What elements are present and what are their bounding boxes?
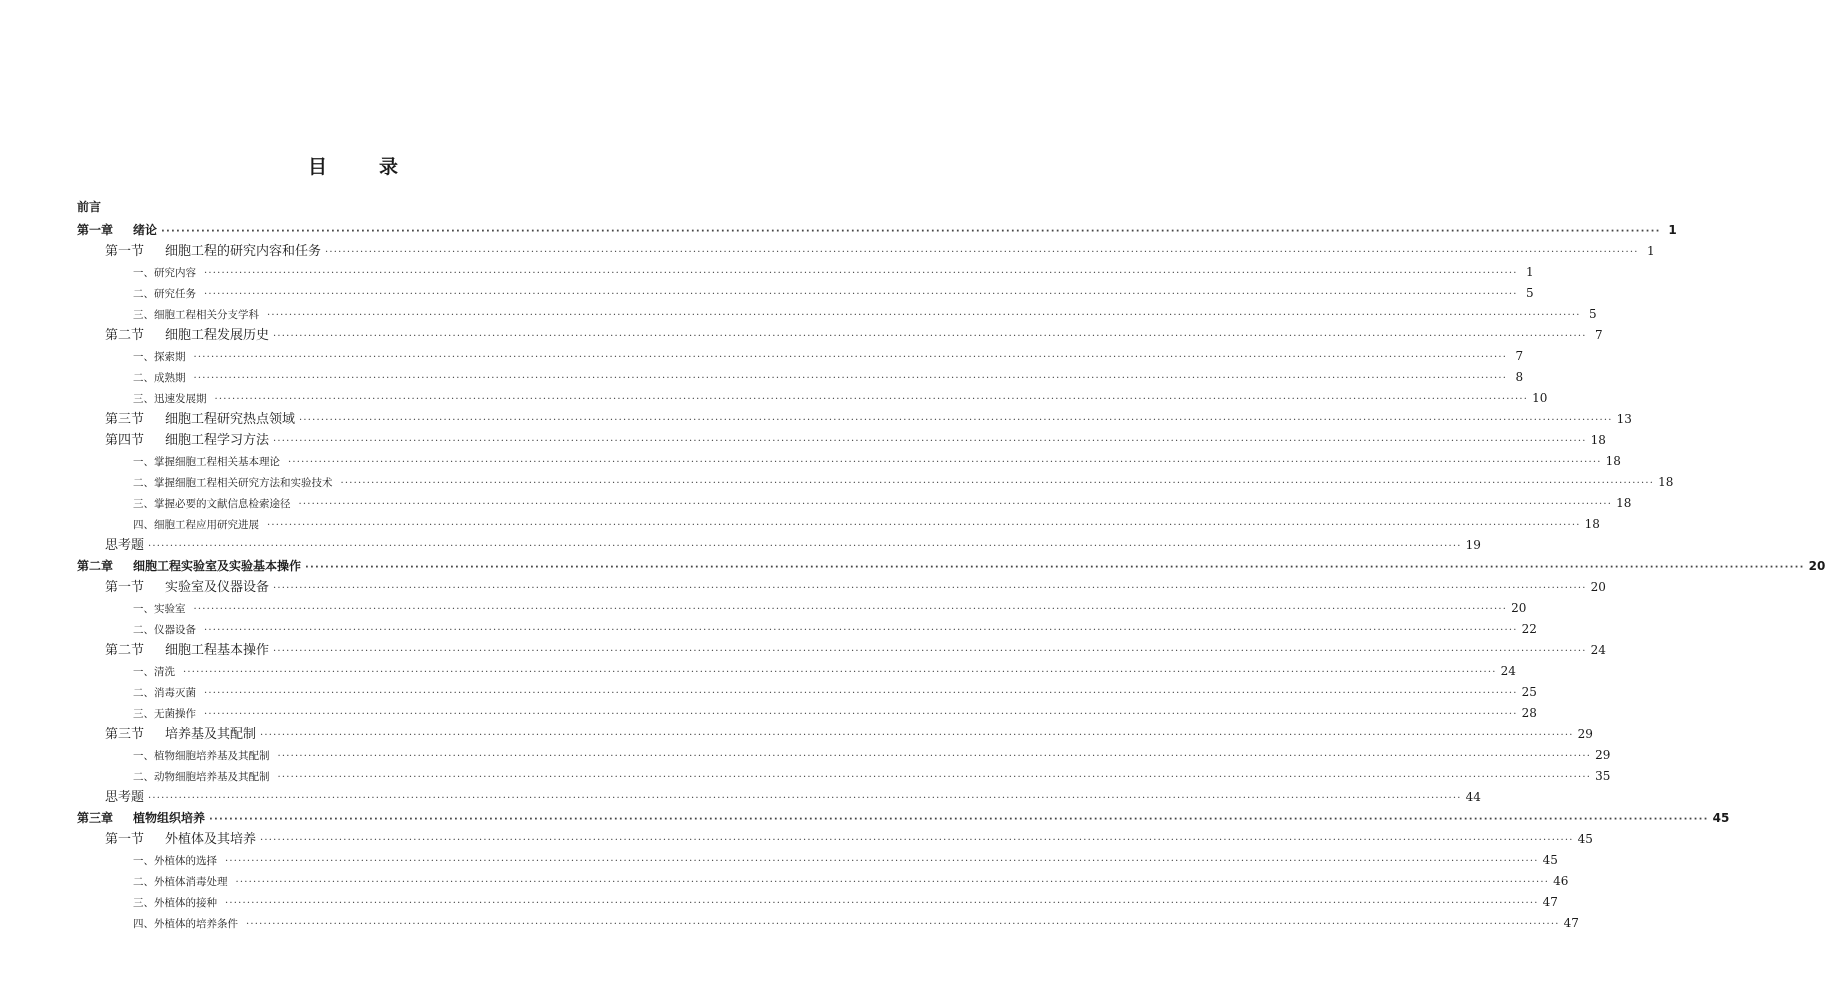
toc-entry-sub[interactable] xyxy=(77,682,1537,703)
toc-entry-text xyxy=(133,389,207,410)
section-title: 实验室及仪器设备 xyxy=(165,580,270,595)
toc-entry-sub[interactable] xyxy=(77,850,1558,871)
toc-entry-sub[interactable] xyxy=(77,451,1621,472)
toc-entry-section[interactable] xyxy=(77,577,1606,598)
page-number: 5 xyxy=(1525,286,1534,300)
page-number: 1 xyxy=(1525,265,1534,279)
page-number: 46 xyxy=(1553,874,1569,888)
sub-title: 一、实验室 xyxy=(133,603,186,615)
toc-entry-sub[interactable] xyxy=(77,598,1527,619)
sub-title: 三、外植体的接种 xyxy=(133,897,217,909)
think-title: 思考题 xyxy=(105,538,145,553)
sub-title: 三、迅速发展期 xyxy=(133,393,207,405)
toc-entry-text xyxy=(133,515,259,536)
toc-entry-text xyxy=(133,767,270,788)
toc-entry-sub[interactable] xyxy=(77,766,1611,787)
sub-title: 四、外植体的培养条件 xyxy=(133,918,238,930)
page-number: 20 xyxy=(1590,580,1606,594)
toc-entry-chapter[interactable] xyxy=(77,808,1730,829)
dot-leader: ············································································································································································································································································································ xyxy=(325,247,1639,258)
toc-entry-text xyxy=(133,683,196,704)
dot-leader: ············································································································································································································································································································ xyxy=(277,751,1592,762)
sub-title: 二、掌握细胞工程相关研究方法和实验技术 xyxy=(133,477,333,489)
toc-entry-text xyxy=(77,808,205,829)
toc-entry-text xyxy=(133,263,196,284)
sub-title: 一、外植体的选择 xyxy=(133,855,217,867)
dot-leader: ············································································································································································································································································································ xyxy=(267,520,1581,531)
chapter-number: 第二章 xyxy=(77,559,114,573)
page-number: 45 xyxy=(1712,811,1730,825)
sub-title: 一、掌握细胞工程相关基本理论 xyxy=(133,456,280,468)
page-number: 22 xyxy=(1521,622,1537,636)
page-number: 47 xyxy=(1542,895,1558,909)
dot-leader: ············································································································································································································································································································ xyxy=(299,415,1613,426)
toc-entry-sub[interactable] xyxy=(77,514,1600,535)
page-number: 18 xyxy=(1605,454,1621,468)
sub-title: 三、掌握必要的文献信息检索途径 xyxy=(133,498,291,510)
dot-leader: ············································································································································································································································································································ xyxy=(260,835,1574,846)
toc-entry-text xyxy=(133,452,280,473)
chapter-title: 细胞工程实验室及实验基本操作 xyxy=(133,559,302,573)
toc-entry-text xyxy=(133,662,175,683)
toc-entry-text xyxy=(133,494,291,515)
section-title: 细胞工程发展历史 xyxy=(165,328,270,343)
toc-entry-text xyxy=(133,704,196,725)
toc-entry-think[interactable] xyxy=(77,535,1481,556)
page-number: 20 xyxy=(1808,559,1825,573)
dot-leader: ············································································································································································································································································································ xyxy=(273,436,1587,447)
page-number: 35 xyxy=(1595,769,1611,783)
chapter-number: 第三章 xyxy=(77,811,114,825)
toc-entry-chapter[interactable] xyxy=(77,220,1677,241)
toc-entry-section[interactable] xyxy=(77,409,1632,430)
dot-leader: ············································································································································································································································································································ xyxy=(148,541,1462,552)
dot-leader: ············································································································································································································································································································ xyxy=(267,310,1581,321)
toc-entry-text xyxy=(105,577,269,598)
toc-entry-sub[interactable] xyxy=(77,745,1611,766)
page-number: 7 xyxy=(1595,328,1603,342)
toc-entry-text xyxy=(133,914,238,935)
sub-title: 二、消毒灭菌 xyxy=(133,687,196,699)
toc-entry-text xyxy=(133,893,217,914)
page-number: 29 xyxy=(1595,748,1611,762)
section-number: 第二节 xyxy=(105,643,145,658)
toc-entry-text xyxy=(133,473,333,494)
page-number: 18 xyxy=(1616,496,1632,510)
page-number: 7 xyxy=(1515,349,1524,363)
dot-leader: ············································································································································································································································································································ xyxy=(273,331,1587,342)
dot-leader: ············································································································································································································································································································ xyxy=(161,226,1661,237)
toc-entry-text xyxy=(105,241,321,262)
page-number: 25 xyxy=(1521,685,1537,699)
page-number: 1 xyxy=(1647,244,1655,258)
section-number: 第三节 xyxy=(105,412,145,427)
table-of-contents xyxy=(77,199,1825,934)
toc-entry-section[interactable] xyxy=(77,241,1655,262)
dot-leader: ············································································································································································································································································································ xyxy=(204,688,1518,699)
section-title: 培养基及其配制 xyxy=(165,727,257,742)
page-number: 18 xyxy=(1584,517,1600,531)
toc-entry-text xyxy=(133,620,196,641)
dot-leader: ············································································································································································································································································································ xyxy=(273,583,1587,594)
dot-leader: ············································································································································································································································································································ xyxy=(204,625,1518,636)
section-title: 细胞工程研究热点领域 xyxy=(165,412,296,427)
page-number: 45 xyxy=(1577,832,1593,846)
dot-leader: ············································································································································································································································································································ xyxy=(193,604,1508,615)
toc-entry-section[interactable] xyxy=(77,430,1606,451)
dot-leader: ············································································································································································································································································································ xyxy=(214,394,1529,405)
toc-entry-text xyxy=(133,284,196,305)
page-number: 10 xyxy=(1532,391,1548,405)
sub-title: 一、清洗 xyxy=(133,666,175,678)
dot-leader: ············································································································································································································································································································ xyxy=(246,919,1560,930)
toc-entry-section[interactable] xyxy=(77,829,1593,850)
toc-entry-sub[interactable] xyxy=(77,703,1537,724)
dot-leader: ············································································································································································································································································································ xyxy=(193,352,1508,363)
toc-entry-text xyxy=(105,640,269,661)
think-title: 思考题 xyxy=(105,790,145,805)
page-number: 18 xyxy=(1590,433,1606,447)
toc-entry-sub[interactable] xyxy=(77,346,1524,367)
toc-entry-sub[interactable] xyxy=(77,472,1674,493)
toc-entry-sub[interactable] xyxy=(77,283,1534,304)
toc-entry-text xyxy=(77,220,157,241)
dot-leader: ············································································································································································································································································································ xyxy=(288,457,1602,468)
dot-leader: ············································································································································································································································································································ xyxy=(204,268,1518,279)
dot-leader: ············································································································································································································································································································ xyxy=(225,856,1539,867)
page-number: 47 xyxy=(1563,916,1579,930)
section-number: 第一节 xyxy=(105,580,145,595)
dot-leader: ············································································································································································································································································································ xyxy=(148,793,1462,804)
dot-leader: ············································································································································································································································································································ xyxy=(225,898,1539,909)
sub-title: 三、细胞工程相关分支学科 xyxy=(133,309,259,321)
dot-leader: ············································································································································································································································································································ xyxy=(305,562,1805,573)
section-number: 第三节 xyxy=(105,727,145,742)
toc-entry-text xyxy=(105,430,269,451)
toc-entry-section[interactable] xyxy=(77,724,1593,745)
page-number: 19 xyxy=(1465,538,1481,552)
page-number: 18 xyxy=(1658,475,1674,489)
section-number: 第一节 xyxy=(105,832,145,847)
toc-entry-text xyxy=(105,409,295,430)
sub-title: 一、研究内容 xyxy=(133,267,196,279)
sub-title: 三、无菌操作 xyxy=(133,708,196,720)
toc-entry-text xyxy=(133,872,228,893)
sub-title: 一、植物细胞培养基及其配制 xyxy=(133,750,270,762)
sub-title: 二、成熟期 xyxy=(133,372,186,384)
section-title: 细胞工程基本操作 xyxy=(165,643,270,658)
sub-title: 二、外植体消毒处理 xyxy=(133,876,228,888)
sub-title: 二、研究任务 xyxy=(133,288,196,300)
section-title: 细胞工程学习方法 xyxy=(165,433,270,448)
toc-entry-text xyxy=(133,347,186,368)
section-title: 外植体及其培养 xyxy=(165,832,257,847)
page-number: 45 xyxy=(1542,853,1558,867)
toc-entry-sub[interactable] xyxy=(77,304,1597,325)
toc-entry-text xyxy=(105,535,144,556)
page-number: 29 xyxy=(1577,727,1593,741)
dot-leader: ············································································································································································································································································································ xyxy=(204,289,1518,300)
preface-label: 前言 xyxy=(77,200,102,214)
toc-entry-sub[interactable] xyxy=(77,913,1579,934)
page-number: 28 xyxy=(1521,706,1537,720)
section-number: 第二节 xyxy=(105,328,145,343)
sub-title: 一、探索期 xyxy=(133,351,186,363)
dot-leader: ············································································································································································································································································································ xyxy=(340,478,1655,489)
toc-entry-section[interactable] xyxy=(77,640,1606,661)
toc-entry-text xyxy=(77,556,301,577)
toc-entry-text xyxy=(105,787,144,808)
page-number: 44 xyxy=(1465,790,1481,804)
page-number: 13 xyxy=(1616,412,1632,426)
toc-entry-text xyxy=(133,599,186,620)
dot-leader: ············································································································································································································································································································ xyxy=(209,814,1709,825)
dot-leader: ············································································································································································································································································································ xyxy=(235,877,1550,888)
dot-leader: ············································································································································································································································································································ xyxy=(273,646,1587,657)
page-number: 20 xyxy=(1511,601,1527,615)
toc-entry-sub[interactable] xyxy=(77,871,1569,892)
toc-entry-sub[interactable] xyxy=(77,892,1558,913)
dot-leader: ············································································································································································································································································································ xyxy=(277,772,1592,783)
dot-leader: ············································································································································································································································································································ xyxy=(298,499,1613,510)
toc-entry-think[interactable] xyxy=(77,787,1481,808)
toc-entry-section[interactable] xyxy=(77,325,1603,346)
sub-title: 四、细胞工程应用研究进展 xyxy=(133,519,259,531)
toc-entry-text xyxy=(133,305,259,326)
toc-entry-sub[interactable] xyxy=(77,388,1548,409)
toc-entry-text xyxy=(105,829,256,850)
chapter-title: 绪论 xyxy=(133,223,158,237)
section-title: 细胞工程的研究内容和任务 xyxy=(165,244,322,259)
dot-leader: ············································································································································································································································································································ xyxy=(204,709,1518,720)
toc-entry-sub[interactable] xyxy=(77,367,1524,388)
page-number: 8 xyxy=(1515,370,1524,384)
toc-entry-sub[interactable] xyxy=(77,619,1537,640)
toc-entry-text xyxy=(105,325,269,346)
toc-entry-text xyxy=(133,368,186,389)
toc-entry-sub[interactable] xyxy=(77,493,1632,514)
page-number: 24 xyxy=(1590,643,1606,657)
toc-entry-text xyxy=(133,746,270,767)
page-title xyxy=(0,152,706,179)
dot-leader: ············································································································································································································································································································ xyxy=(183,667,1497,678)
toc-entry-chapter[interactable] xyxy=(77,556,1825,577)
dot-leader: ············································································································································································································································································································ xyxy=(260,730,1574,741)
page-number: 1 xyxy=(1668,223,1677,237)
page-number: 24 xyxy=(1500,664,1516,678)
toc-entry-text xyxy=(133,851,217,872)
toc-preface[interactable] xyxy=(77,199,636,216)
sub-title: 二、仪器设备 xyxy=(133,624,196,636)
section-number: 第一节 xyxy=(105,244,145,259)
section-number: 第四节 xyxy=(105,433,145,448)
dot-leader: ············································································································································································································································································································ xyxy=(193,373,1508,384)
sub-title: 二、动物细胞培养基及其配制 xyxy=(133,771,270,783)
chapter-title: 植物组织培养 xyxy=(133,811,206,825)
toc-entry-text xyxy=(105,724,256,745)
title-char-2: 录 xyxy=(379,156,399,178)
title-char-1: 目 xyxy=(307,156,327,178)
page-number: 5 xyxy=(1588,307,1597,321)
chapter-number: 第一章 xyxy=(77,223,114,237)
toc-entry-sub[interactable] xyxy=(77,661,1516,682)
toc-entry-sub[interactable] xyxy=(77,262,1534,283)
